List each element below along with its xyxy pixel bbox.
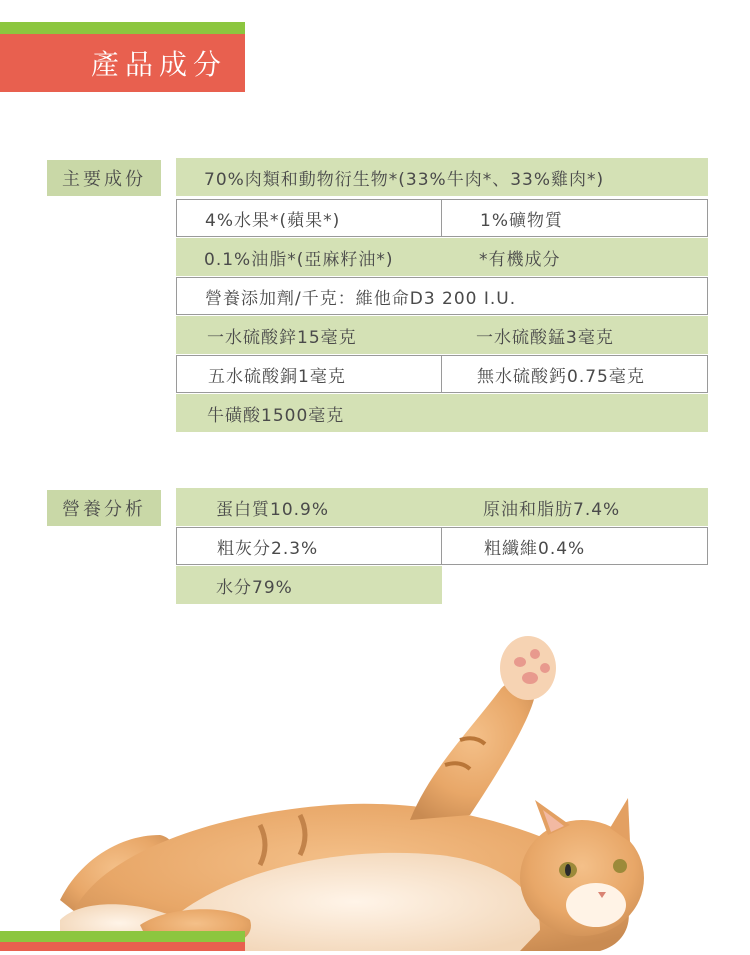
ingredients-row-6 [176, 355, 708, 393]
cell-divider [441, 527, 442, 565]
ingredients-row-7 [176, 394, 708, 432]
ingredient-cell: 70%肉類和動物衍生物*(33%牛肉*、33%雞肉*) [204, 169, 605, 190]
ingredients-row-1 [176, 158, 708, 196]
kitten-image [0, 620, 750, 951]
ingredients-row-2 [176, 199, 708, 237]
ingredient-cell: 4%水果*(蘋果*) [205, 210, 341, 231]
ingredient-cell: 五水硫酸銅1毫克 [208, 366, 346, 387]
page-title-text: 產品成分 [90, 48, 227, 81]
ingredient-cell: *有機成分 [479, 249, 561, 270]
ingredients-row-5 [176, 316, 708, 354]
ingredient-cell: 0.1%油脂*(亞麻籽油*) [204, 249, 394, 270]
ingredients-label [47, 160, 161, 196]
nutrition-row-2 [176, 527, 708, 565]
orange-tabby-kitten-icon [0, 620, 750, 951]
ingredient-cell: 牛磺酸1500毫克 [207, 405, 345, 426]
ingredients-row-3 [176, 238, 708, 276]
nutrition-cell: 原油和脂肪7.4% [483, 499, 621, 520]
nutrition-label-text: 營養分析 [62, 499, 146, 520]
ingredients-label-text: 主要成份 [62, 169, 146, 190]
ingredient-cell: 營養添加劑/千克：維他命D3 200 I.U. [205, 288, 517, 309]
nutrition-cell: 粗灰分2.3% [217, 538, 319, 559]
nutrition-row-3 [176, 566, 442, 604]
bottom-green-stripe [0, 931, 245, 942]
ingredient-cell: 一水硫酸錳3毫克 [476, 327, 614, 348]
cell-divider [441, 199, 442, 237]
nutrition-cell: 蛋白質10.9% [216, 499, 330, 520]
top-green-stripe [0, 22, 245, 34]
bottom-red-stripe [0, 942, 245, 951]
nutrition-cell: 水分79% [216, 577, 293, 598]
ingredient-cell: 無水硫酸鈣0.75毫克 [477, 366, 645, 387]
ingredient-cell: 1%礦物質 [480, 210, 563, 231]
nutrition-cell: 粗纖維0.4% [484, 538, 586, 559]
page-title [0, 34, 245, 92]
nutrition-label [47, 490, 161, 526]
nutrition-row-1 [176, 488, 708, 526]
ingredients-row-4 [176, 277, 708, 315]
ingredient-cell: 一水硫酸鋅15毫克 [207, 327, 357, 348]
cell-divider [441, 355, 442, 393]
